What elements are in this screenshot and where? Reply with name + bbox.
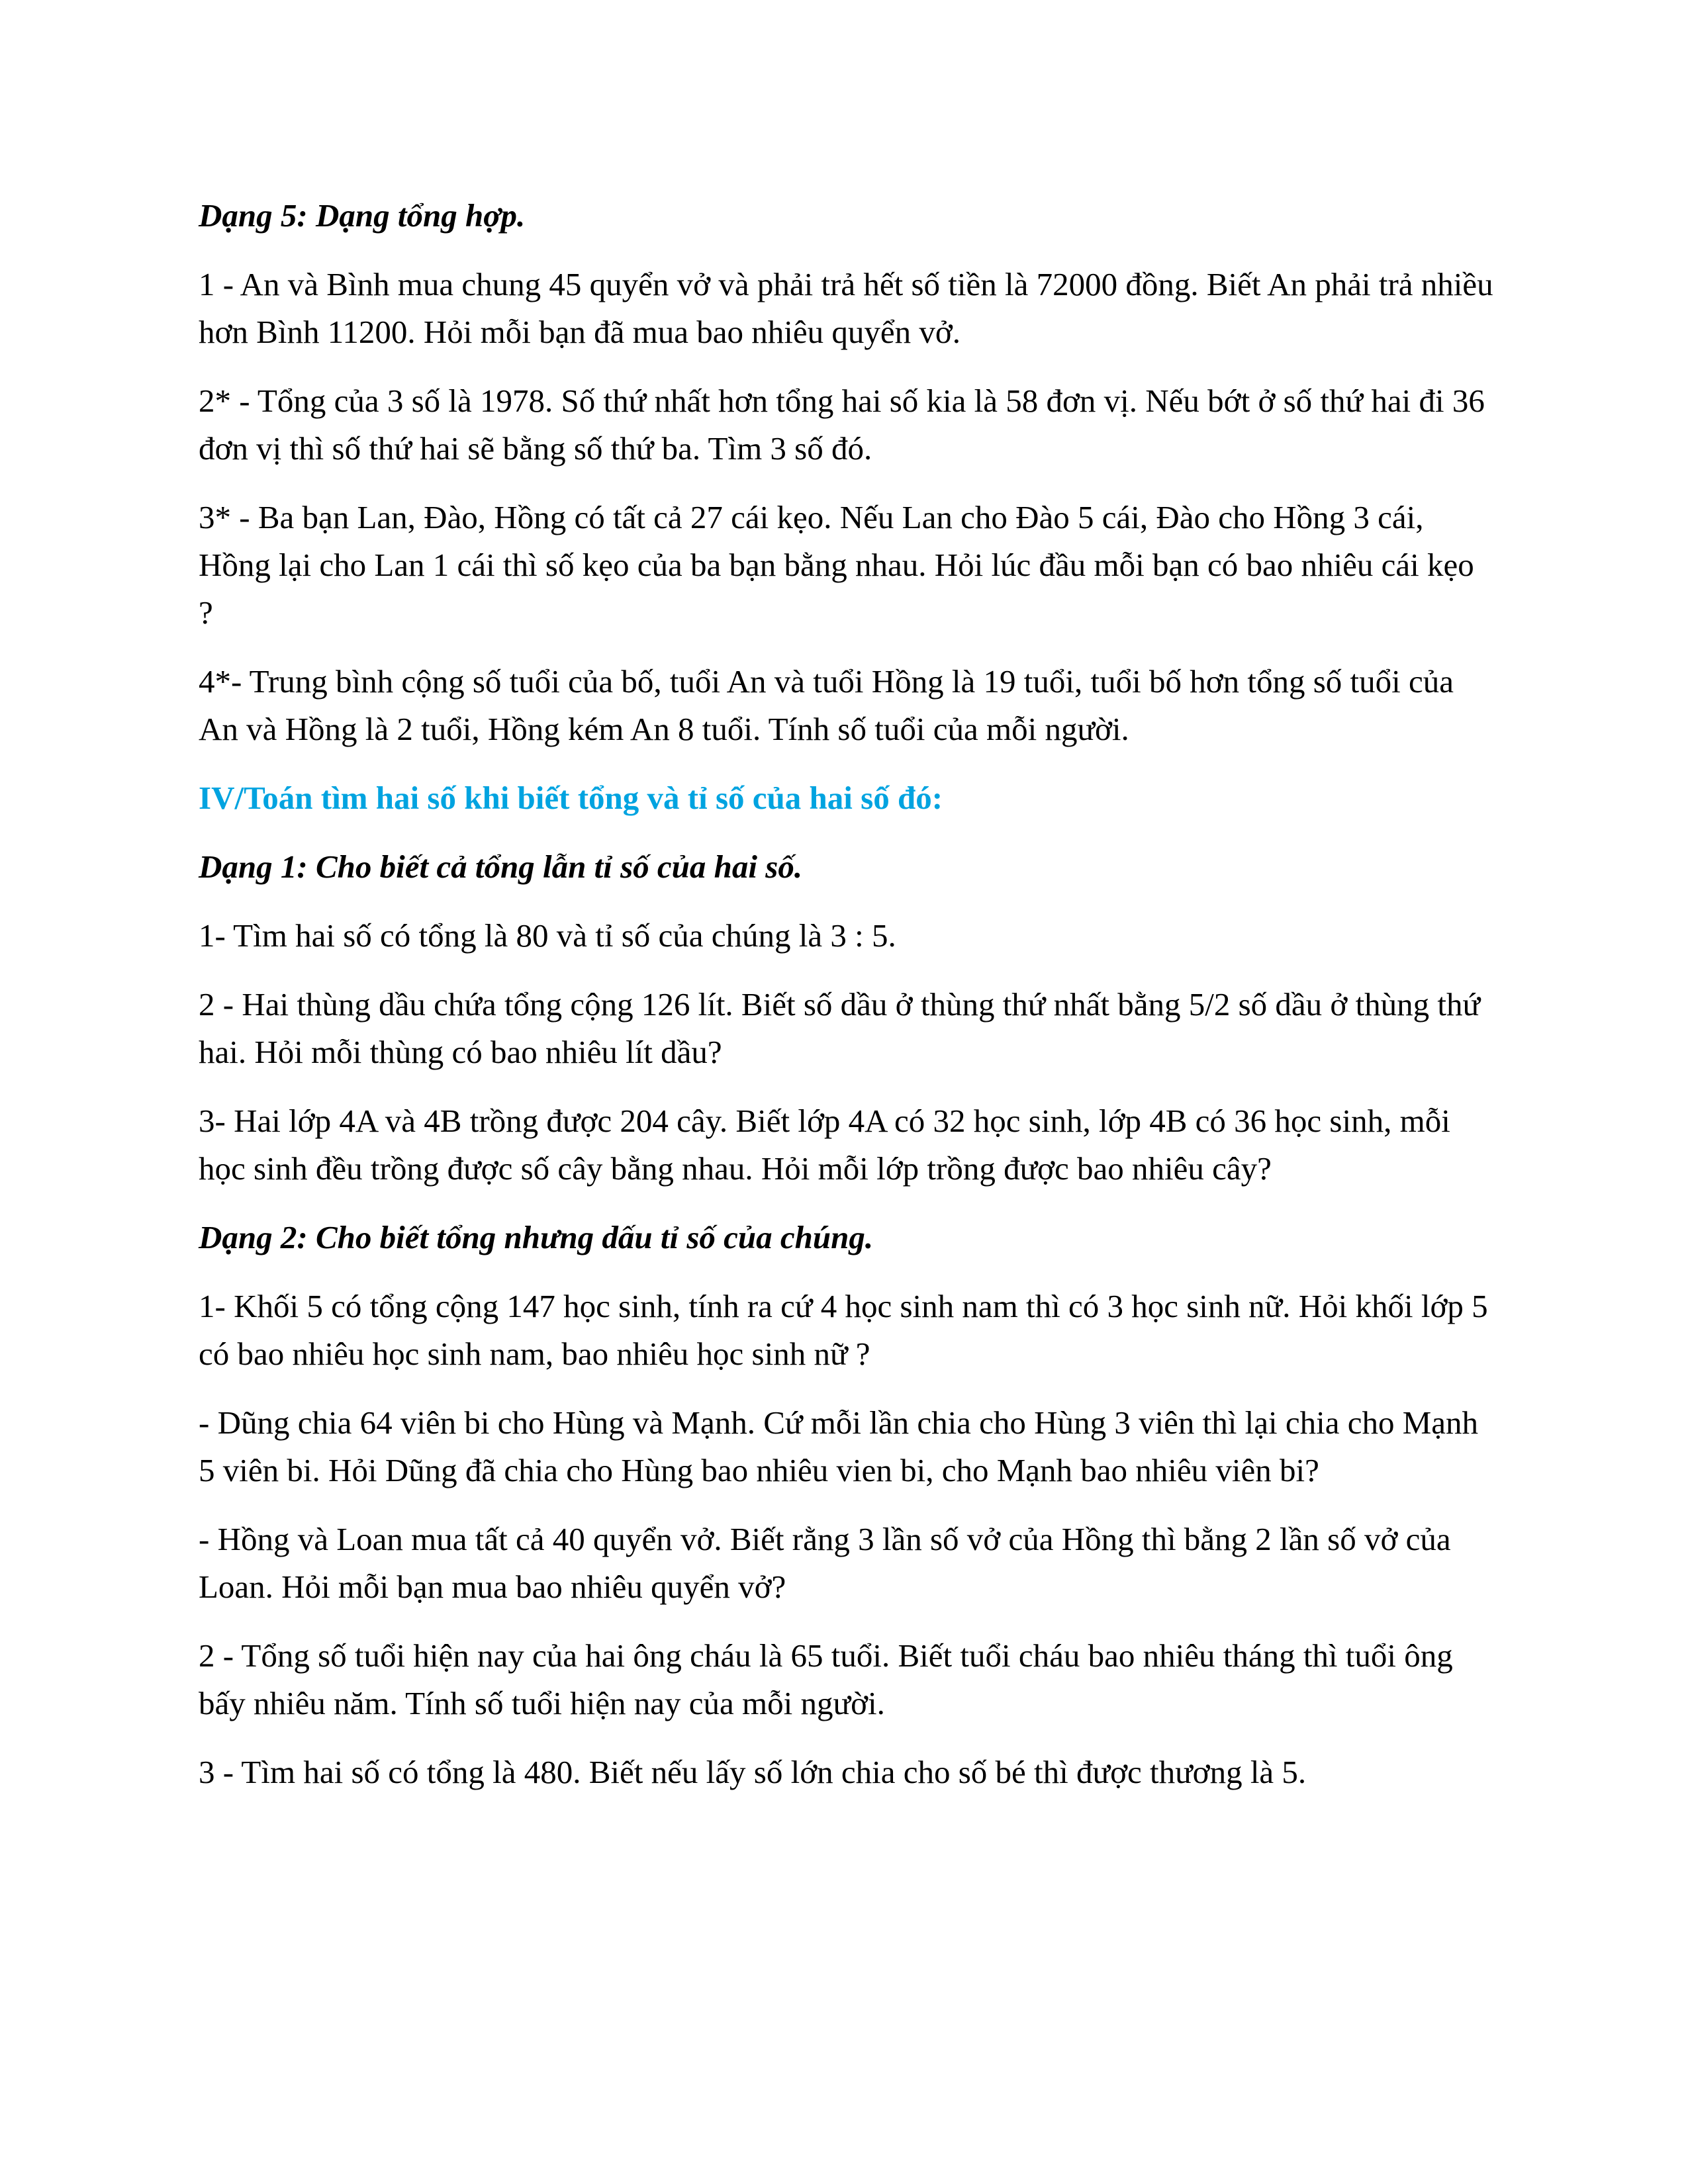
dang1-problem-1: 1- Tìm hai số có tổng là 80 và tỉ số của chúng là 3 : 5.	[199, 917, 896, 954]
dang5-problem-3: 3* - Ba bạn Lan, Đào, Hồng có tất cả 27 cái kẹo. Nếu Lan cho Đào 5 cái, Đào cho Hồng 3 cái, Hồng lại cho Lan 1 cái thì số kẹo của ba bạn bằng nhau. Hỏi lúc đầu mỗi bạn có bao nhiêu cái kẹo ?	[199, 499, 1474, 631]
dang2-problem-1: 1- Khối 5 có tổng cộng 147 học sinh, tính ra cứ 4 học sinh nam thì có 3 học sinh nữ. Hỏi khối lớp 5 có bao nhiêu học sinh nam, bao nhiêu học sinh nữ ?	[199, 1288, 1488, 1372]
dang2-problem-2: 2 - Tổng số tuổi hiện nay của hai ông cháu là 65 tuổi. Biết tuổi cháu bao nhiêu tháng thì tuổi ông bấy nhiêu năm. Tính số tuổi hiện nay của mỗi người.	[199, 1637, 1453, 1721]
dang2-problem-1b: - Hồng và Loan mua tất cả 40 quyển vở. Biết rằng 3 lần số vở của Hồng thì bằng 2 lần số vở của Loan. Hỏi mỗi bạn mua bao nhiêu quyển vở?	[199, 1521, 1451, 1605]
dang5-problem-4: 4*- Trung bình cộng số tuổi của bố, tuổi An và tuổi Hồng là 19 tuổi, tuổi bố hơn tổng số tuổi của An và Hồng là 2 tuổi, Hồng kém An 8 tuổi. Tính số tuổi của mỗi người.	[199, 663, 1454, 747]
dang2-heading: Dạng 2: Cho biết tổng nhưng dấu tỉ số của chúng.	[199, 1219, 874, 1255]
dang1-heading: Dạng 1: Cho biết cả tổng lẫn tỉ số của hai số.	[199, 848, 803, 885]
dang2-problem-3: 3 - Tìm hai số có tổng là 480. Biết nếu lấy số lớn chia cho số bé thì được thương là 5.	[199, 1754, 1307, 1790]
document-page	[199, 192, 1496, 1817]
dang1-problem-3: 3- Hai lớp 4A và 4B trồng được 204 cây. Biết lớp 4A có 32 học sinh, lớp 4B có 36 học sinh, mỗi học sinh đều trồng được số cây bằng nhau. Hỏi mỗi lớp trồng được bao nhiêu cây?	[199, 1103, 1450, 1187]
dang5-problem-1: 1 - An và Bình mua chung 45 quyển vở và phải trả hết số tiền là 72000 đồng. Biết An phải trả nhiều hơn Bình 11200. Hỏi mỗi bạn đã mua bao nhiêu quyển vở.	[199, 266, 1493, 350]
dang2-problem-1a: - Dũng chia 64 viên bi cho Hùng và Mạnh. Cứ mỗi lần chia cho Hùng 3 viên thì lại chia cho Mạnh 5 viên bi. Hỏi Dũng đã chia cho Hùng bao nhiêu vien bi, cho Mạnh bao nhiêu viên bi?	[199, 1404, 1479, 1488]
dang5-problem-2: 2* - Tổng của 3 số là 1978. Số thứ nhất hơn tổng hai số kia là 58 đơn vị. Nếu bớt ở số thứ hai đi 36 đơn vị thì số thứ hai sẽ bằng số thứ ba. Tìm 3 số đó.	[199, 383, 1485, 467]
section-iv-heading: IV/Toán tìm hai số khi biết tổng và tỉ số của hai số đó:	[199, 780, 943, 816]
dang1-problem-2: 2 - Hai thùng dầu chứa tổng cộng 126 lít. Biết số dầu ở thùng thứ nhất bằng 5/2 số dầu ở thùng thứ hai. Hỏi mỗi thùng có bao nhiêu lít dầu?	[199, 986, 1481, 1070]
dang5-heading: Dạng 5: Dạng tổng hợp.	[199, 197, 526, 234]
